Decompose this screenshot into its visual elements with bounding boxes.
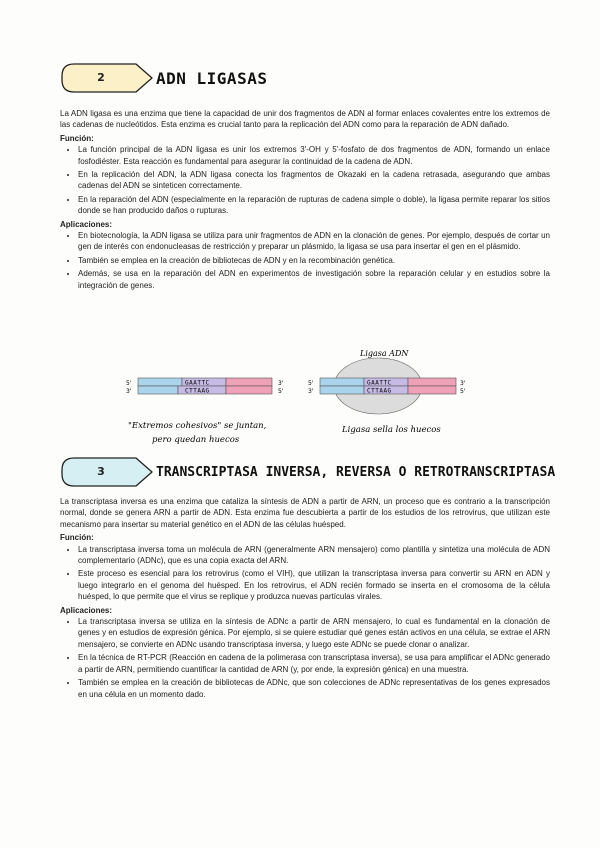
end-label: 5' [308, 380, 314, 387]
section-title: ADN LIGASAS [156, 68, 268, 88]
end-label: 3' [126, 388, 132, 395]
dna-sealed [308, 349, 466, 414]
list-item: • Además, se usa en la reparación del ADN en experimentos de investigación sobre la reparación celular y en estudios sobre la integración de genes. [78, 268, 550, 291]
section-header-adn-ligasas [60, 62, 267, 94]
ligase-diagram [110, 346, 490, 450]
section-title: TRANSCRIPTASA INVERSA, REVERSA O RETROTRANSCRIPTASA [156, 464, 556, 480]
dna-cohesive-ends [126, 378, 284, 395]
sequence-bottom: CTTAAG [185, 387, 210, 395]
funcion-list [60, 544, 550, 603]
section-number-badge [60, 62, 154, 94]
aplicaciones-label: Aplicaciones: [60, 605, 113, 615]
sequence-bottom: CTTAAG [367, 387, 392, 395]
list-item: • También se emplea en la creación de bibliotecas de ADNc, que son colecciones de ADNc representativas de los genes expresados en una célula en un momento dado. [78, 677, 550, 700]
caption-right: Ligasa sella los huecos [342, 425, 441, 435]
section-number-badge [60, 456, 154, 488]
caption-left: pero quedan huecos [152, 435, 240, 445]
section-number: 2 [97, 71, 105, 84]
funcion-list [60, 144, 550, 216]
funcion-label: Función: [60, 533, 94, 543]
end-label: 3' [278, 380, 284, 387]
list-item: • En la técnica de RT-PCR (Reacción en cadena de la polimerasa con transcriptasa inversa), se usa para amplificar el ADNc generado a partir de ARN, permitiendo cuantificar la cantidad de ARN (y, por ende, la expresión génica) en una muestra. [78, 652, 550, 675]
section-number: 3 [97, 465, 105, 478]
aplicaciones-list [60, 230, 550, 291]
caption-left: "Extremos cohesivos" se juntan, [128, 421, 267, 431]
section-body-transcriptasa [60, 496, 550, 702]
end-label: 5' [126, 380, 132, 387]
end-label: 5' [460, 388, 466, 395]
list-item: • También se emplea en la creación de bibliotecas de ADN y en la recombinación genética. [78, 255, 550, 266]
end-label: 3' [308, 388, 314, 395]
aplicaciones-list [60, 616, 550, 700]
ligase-label: Ligasa ADN [360, 349, 409, 358]
list-item: • En biotecnología, la ADN ligasa se utiliza para unir fragmentos de ADN en la clonación de genes. Por ejemplo, después de cortar un gen de interés con endonucleasas de restricción y preparar un plásmido, la ligasa se usa para insertar el gen en el plásmido. [78, 230, 550, 253]
list-item: • La transcriptasa inversa toma un molécula de ARN (generalmente ARN mensajero) como plantilla y sintetiza una molécula de ADN complementario (ADNc), que es una copia exacta del ARN. [78, 544, 550, 567]
aplicaciones-label: Aplicaciones: [60, 219, 113, 229]
intro-paragraph: La transcriptasa inversa es una enzima que cataliza la síntesis de ADN a partir de ARN, un proceso que es contrario a la transcripción normal, donde se genera ARN a partir de ADN. Esta enzima fue descubierta a partir de los estudios de los retrovirus, que utilizan este mecanismo para insertar su material genético en el ADN de las células huésped. [60, 497, 550, 529]
sequence-top: GAATTC [185, 379, 210, 387]
section-header-transcriptasa [60, 456, 555, 488]
list-item: • Este proceso es esencial para los retrovirus (como el VIH), que utilizan la transcriptasa inversa para convertir su ARN en ADN y luego integrarlo en el genoma del huésped. En los retrovirus, el ADN recién formado se inserta en el cromosoma de la célula huésped, lo que permite que el virus se replique y produzca nuevas partículas virales. [78, 568, 550, 602]
list-item: • La función principal de la ADN ligasa es unir los extremos 3'-OH y 5'-fosfato de dos fragmentos de ADN, formando un enlace fosfodiéster. Esta reacción es fundamental para asegurar la continuidad de la cadena de ADN. [78, 144, 550, 167]
intro-paragraph: La ADN ligasa es una enzima que tiene la capacidad de unir dos fragmentos de ADN al formar enlaces covalentes entre los extremos de las cadenas de nucleótidos. Esta enzima es crucial tanto para la replicación del ADN como para la reparación de ADN dañado. [60, 109, 550, 130]
sequence-top: GAATTC [367, 379, 392, 387]
funcion-label: Función: [60, 133, 94, 143]
list-item: • La transcriptasa inversa se utiliza en la síntesis de ADNc a partir de ARN mensajero, lo cual es fundamental en la clonación de genes y en estudios de expresión génica. Por ejemplo, si se quiere estudiar qué genes están activos en una célula, se extrae el ARN mensajero, se convierte en ADNc usando transcriptasa inversa, y luego este ADNc se puede clonar o analizar. [78, 616, 550, 650]
end-label: 3' [460, 380, 466, 387]
list-item: • En la replicación del ADN, la ADN ligasa conecta los fragmentos de Okazaki en la cadena retrasada, asegurando que ambas cadenas del ADN se sinteticen correctamente. [78, 169, 550, 192]
section-body-adn-ligasas [60, 108, 550, 293]
list-item: • En la reparación del ADN (especialmente en la reparación de rupturas de cadena simple o doble), la ligasa permite reparar los sitios donde se han producido daños o rupturas. [78, 194, 550, 217]
end-label: 5' [278, 388, 284, 395]
